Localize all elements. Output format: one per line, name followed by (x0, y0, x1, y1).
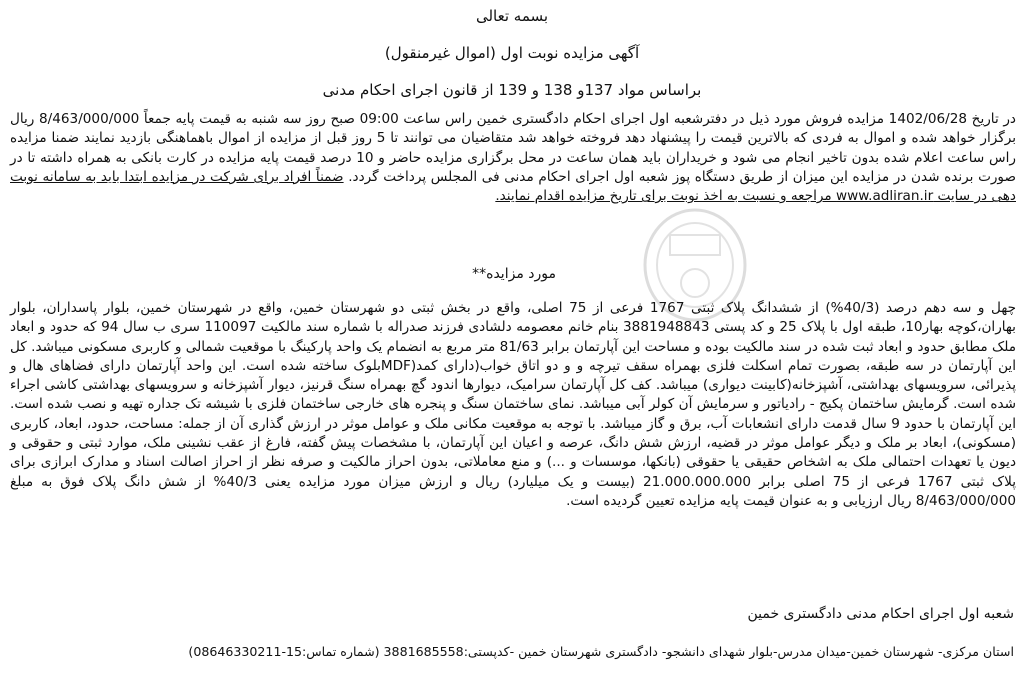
notice-title: آگهی مزایده نوبت اول (اموال غیرمنقول) (384, 44, 640, 62)
property-description: چهل و سه دهم درصد (40/3%) از ششدانگ پلاک ثبتی 1767 فرعی از 75 اصلی، واقع در بخش ثبتی دو شهرستان خمین، واقع در شهرستان خمین، بلوار پاسداران، بلوار بهاران،کوچه بهار10، طبقه اول با پلاک 25 و کد پستی 3881948843 بنام خانم معصومه دلشادی فرزند صدراله با شماره سند مالکیت 110097 سری ب سال 94 که حدود و ابعاد ملک مطابق حدود و ابعاد ثبت شده در سند مالکیت بوده و مساحت این آپارتمان برابر 81/63 متر مربع به انضمام یک واحد پارکینگ با موقعیت شمالی و کاربری مسکونی میباشد. کل این آپارتمان در سه طبقه، بصورت تمام اسکلت فلزی بهمراه سقف تیرچه و و دو اتاق خواب(دارای کمد(MDFبلوک ساخته شده است. این واحد آپارتمان دارای فضاهای هال و پذیرائی، سرویسهای بهداشتی، آشپزخانه(کابینت دیواری) میباشد. کف کل آپارتمان سرامیک، دیوارها اندود گچ بهمراه سنگ قرنیز، دیوار آشپزخانه و سرویسهای بهداشتی کاشی اجراء شده است. گرمایش ساختمان پکیج - رادیاتور و سرمایش آن کولر آبی میباشد. نمای ساختمان سنگ و پنجره های خارجی ساختمان فلزی با شیشه تک جداره تهیه و نصب شده است. این آپارتمان با حدود 9 سال قدمت دارای انشعابات آب، برق و گاز میباشد. با توجه به موقعیت مکانی ملک و عوامل موثر در ارزش گذاری آن از جمله: مساحت، حدود، ابعاد، کاربری (مسکونی)، ابعاد بر ملک و دیگر عوامل موثر در قضیه، ارزش شش دانگ، عرصه و اعیان این آپارتمان، با مشخصات پیش گفته، فارغ از عقب نشینی ملک، موارد ثبتی و حقوقی و دیون یا تعهدات احتمالی ملک به اشخاص حقیقی یا حقوقی (بانکها، موسسات و ...) و منع معاملاتی، بدون احراز مالکیت و صرفه نظر از احراز اصالت اسناد و مدارک ابرازی برای پلاک ثبتی 1767 فرعی از 75 اصلی برابر 21.000.000.000 (بیست و یک میلیارد) ریال و ارزش میزان مورد مزایده یعنی 40/3% از شش دانگ پلاک فوق به مبلغ 8/463/000/000 ریال ارزیابی و به عنوان قیمت پایه مزایده تعیین گردیده است. (10, 300, 1016, 509)
invocation-line: بسمه تعالی (475, 7, 549, 25)
contact-address: استان مرکزی- شهرستان خمین-میدان مدرس-بلوار شهدای دانشجو- دادگستری شهرستان خمین -کدپستی:3881685558 (شماره تماس:15-08646330211) (188, 644, 1014, 659)
intro-registration-note: ضمناً افراد برای شرکت در مزایده ابتدا باید به سامانه نوبت دهی در سایت www.adliran.ir مراجعه و نسبت به اخذ نوبت برای تاریخ مزایده اقدام نمایند. (10, 168, 1016, 205)
legal-basis-line: براساس مواد 137و 138 و 139 از قانون اجرای احکام مدنی (322, 81, 702, 99)
intro-main-text: در تاریخ 1402/06/28 مزایده فروش مورد ذیل در دفترشعبه اول اجرای احکام دادگستری خمین راس ساعت 09:00 صبح روز سه شنبه به قیمت پایه جمعاً 8/463/000/000 ریال برگزار خواهد شده و اموال به فردی که بالاترین قیمت را پیشنهاد دهد فروخته خواهد شد متقاضیان می توانند تا 5 روز قبل از مزایده از اموال باهماهنگی بازدید نمایند ضمنا مزایده راس ساعت اعلام شده بدون تاخیر انجام می شود و خریداران باید همان ساعت در محل برگزاری مزایده حاضر و 10 درصد قیمت پایه مزایده در کارت بانکی به همراه داشته تا در صورت برنده شدن در مزایده این میزان از طریق دستگاه پوز شعبه اول اجرای احکام مدنی فی المجلس پرداخت گردد. (10, 111, 1016, 185)
issuer-signature: شعبه اول اجرای احکام مدنی دادگستری خمین (747, 606, 1014, 622)
intro-paragraph (10, 110, 1016, 206)
auction-subject-heading: مورد مزایده** (472, 266, 556, 282)
